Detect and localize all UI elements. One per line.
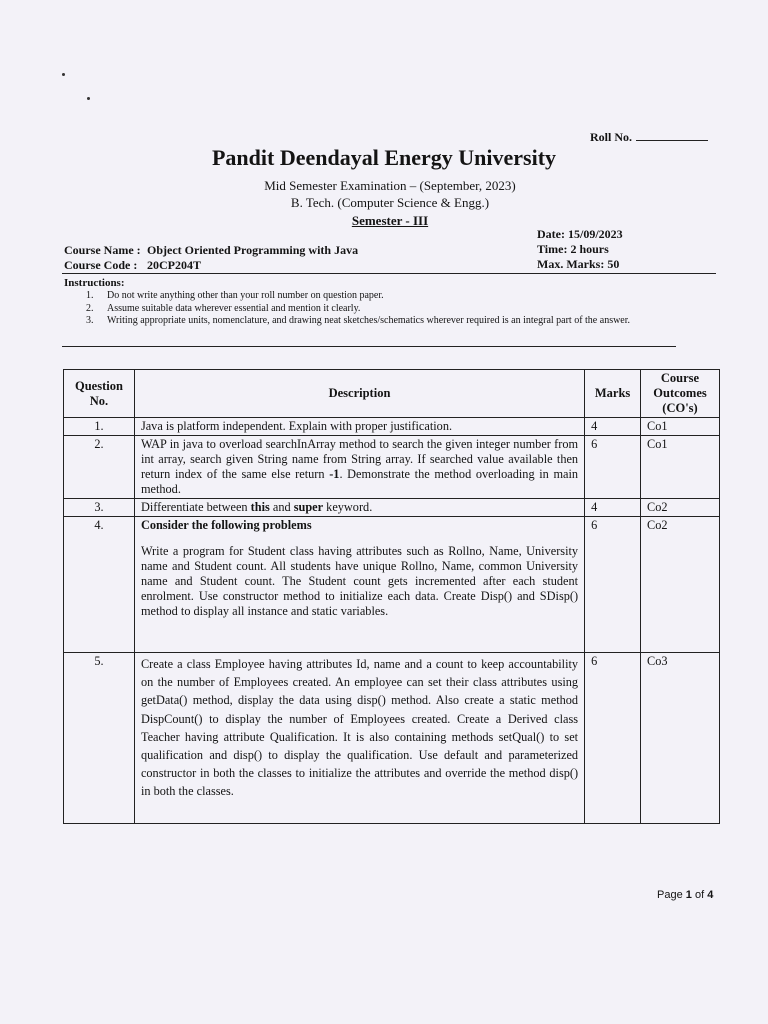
question-marks: 4	[585, 418, 641, 436]
instruction-text: Assume suitable data wherever essential and mention it clearly.	[107, 302, 361, 314]
table-row	[64, 436, 720, 499]
instructions-title: Instructions:	[64, 277, 125, 289]
question-co: Co2	[641, 517, 720, 653]
question-text-part: WAP in java to overload searchInArray method to search the given integer number from int array, search given String name from String array. If searched value available then return index of the same else return	[140, 437, 579, 481]
question-marks: 4	[585, 499, 641, 517]
question-co: Co2	[641, 499, 720, 517]
header-question-no: Question No.	[64, 370, 135, 418]
semester-title: Semester - III	[351, 213, 429, 228]
questions-table	[63, 369, 720, 824]
question-text-part: keyword.	[323, 500, 373, 514]
instructions-list	[86, 290, 716, 328]
question-text-bold: super	[293, 500, 324, 514]
question-body: Write a program for Student class having attributes such as Rollno, Name, University name and Student count. All students have unique Rollno, Name, common University name and Student count. The Student count gets incremented after each student enrolment. Use constructor method to initialize each data. Create Disp() and SDisp() method to display all instance and static variables.	[140, 544, 579, 618]
question-text: Java is platform independent. Explain with proper justification.	[134, 418, 584, 436]
table-header-row	[64, 370, 720, 418]
course-name: Object Oriented Programming with Java	[147, 243, 359, 257]
roll-number-label: Roll No.	[590, 130, 632, 144]
question-text	[134, 499, 584, 517]
page-of: of	[694, 889, 705, 901]
question-text	[134, 436, 584, 499]
question-text: Create a class Employee having attributes Id, name and a count to keep accountability on the number of Employees created. An employee can set their class attributes using getData() method, display the data using disp() method. Also create a static method DispCount() to display the number of Employees created. Create a Derived class Teacher having attribute Qualification. It is also containing methods setQual() to set qualification and disp() to display the qualification. Use default and parameterized constructor in both the classes to initialize the attributes and override the method disp() in both the classes.	[134, 653, 584, 824]
question-marks: 6	[585, 517, 641, 653]
page-label: Page	[657, 889, 683, 901]
question-text-bold: this	[250, 500, 270, 514]
table-row	[64, 653, 720, 824]
instruction-text: Writing appropriate units, nomenclature, and drawing neat sketches/schematics wherever required is an integral part of the answer.	[107, 315, 631, 326]
table-row	[64, 499, 720, 517]
instruction-text: Do not write anything other than your roll number on question paper.	[107, 290, 384, 301]
question-text-bold: -1	[329, 467, 340, 481]
instruction-number: 1.	[86, 290, 94, 301]
question-number: 2.	[64, 436, 135, 499]
course-name-row	[64, 243, 358, 258]
course-name-label: Course Name :	[64, 243, 141, 257]
question-text	[134, 517, 584, 653]
course-meta	[64, 243, 358, 273]
course-code: 20CP204T	[147, 258, 201, 272]
header-divider	[62, 273, 716, 274]
question-text-part: Differentiate between	[140, 500, 251, 514]
course-code-row	[64, 258, 358, 273]
page-total: 4	[707, 889, 714, 901]
table-row	[64, 418, 720, 436]
program-title: B. Tech. (Computer Science & Engg.)	[290, 195, 490, 210]
speck-mark	[87, 97, 90, 100]
instruction-number: 3.	[86, 315, 94, 326]
page-footer	[657, 889, 713, 901]
page-number: 1	[685, 889, 692, 901]
question-number: 1.	[64, 418, 135, 436]
instruction-item	[86, 290, 716, 303]
header-description: Description	[134, 370, 584, 418]
speck-mark	[62, 73, 65, 76]
question-heading: Consider the following problems	[140, 518, 312, 532]
course-code-label: Course Code :	[64, 258, 138, 272]
question-number: 5.	[64, 653, 135, 824]
header-marks: Marks	[585, 370, 641, 418]
instruction-number: 2.	[86, 302, 94, 314]
exam-meta	[537, 227, 623, 272]
exam-title: Mid Semester Examination – (September, 2023)	[264, 178, 516, 193]
instruction-item	[86, 315, 716, 328]
roll-number-field	[590, 130, 708, 145]
question-co: Co3	[641, 653, 720, 824]
exam-max-marks: Max. Marks: 50	[537, 257, 620, 271]
instructions-divider	[62, 346, 676, 347]
question-marks: 6	[585, 653, 641, 824]
roll-number-blank	[636, 130, 708, 141]
university-title: Pandit Deendayal Energy University	[211, 145, 557, 170]
question-co: Co1	[641, 436, 720, 499]
question-text-part: and	[269, 500, 294, 514]
question-co: Co1	[641, 418, 720, 436]
question-number: 3.	[64, 499, 135, 517]
question-number: 4.	[64, 517, 135, 653]
exam-date: Date: 15/09/2023	[537, 227, 623, 241]
exam-time: Time: 2 hours	[537, 242, 609, 256]
instruction-item	[86, 303, 716, 316]
question-marks: 6	[585, 436, 641, 499]
question-text-part: . Demonstrate the method overloading in main method.	[140, 467, 579, 496]
header-course-outcomes: Course Outcomes (CO's)	[641, 370, 720, 418]
table-row	[64, 517, 720, 653]
